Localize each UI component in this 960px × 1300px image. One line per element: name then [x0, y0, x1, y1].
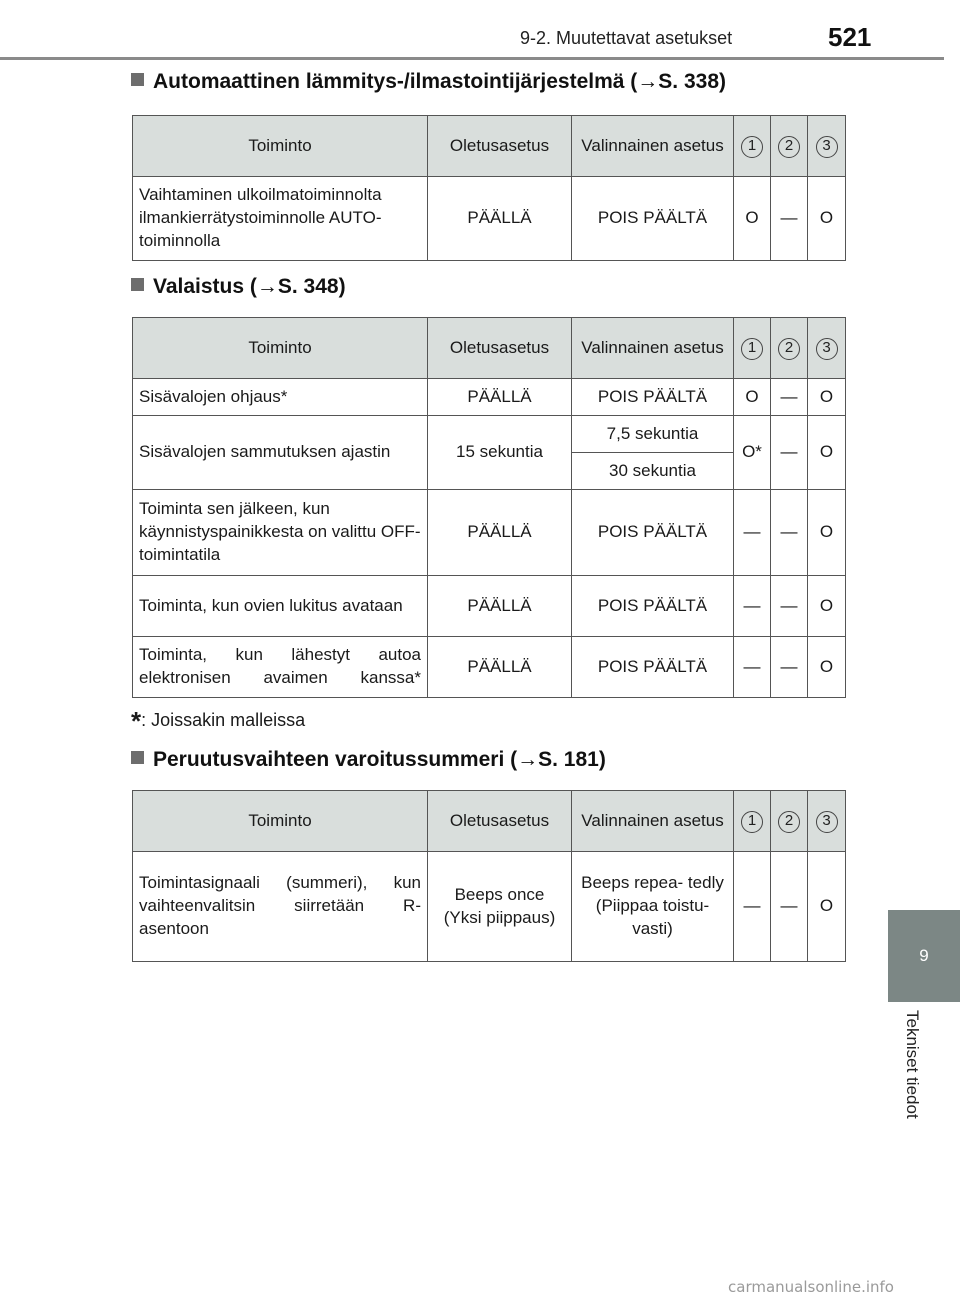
section-heading: 9-2. Muutettavat asetukset	[520, 28, 733, 48]
header-function: Toiminto	[133, 791, 428, 852]
settings-table-climate	[132, 115, 846, 261]
header-function: Toiminto	[133, 318, 428, 379]
table-row	[133, 490, 846, 576]
header-optional: Valinnainen asetus	[572, 791, 734, 852]
header-divider	[0, 57, 944, 60]
cell-c1: O	[734, 177, 771, 261]
cell-c1: O	[734, 379, 771, 416]
cell-function: Toiminta, kun lähestyt autoa elektronisen avaimen kanssa*	[133, 637, 428, 698]
header-optional: Valinnainen asetus	[572, 318, 734, 379]
table-row	[133, 852, 846, 962]
circle-3-icon: 3	[816, 338, 838, 360]
table-row	[133, 416, 846, 453]
cell-c2: —	[771, 852, 808, 962]
cell-c2: —	[771, 379, 808, 416]
cell-optional: 7,5 sekuntia	[572, 416, 734, 453]
cell-c3: O	[808, 576, 846, 637]
header-col3	[808, 116, 846, 177]
circle-1-icon: 1	[741, 136, 763, 158]
table-header-row	[133, 318, 846, 379]
cell-default: PÄÄLLÄ	[428, 576, 572, 637]
cell-c3: O	[808, 379, 846, 416]
cell-c3: O	[808, 416, 846, 490]
footnote-text: : Joissakin malleissa	[141, 710, 306, 730]
cell-optional: Beeps repea- tedly (Piippaa toistu- vasti)	[572, 852, 734, 962]
cell-c2: —	[771, 637, 808, 698]
footnote-marker: *	[131, 706, 142, 736]
table-header-row	[133, 791, 846, 852]
cell-function: Toiminta sen jälkeen, kun käynnistyspainikkesta on valittu OFF-toimintatila	[133, 490, 428, 576]
cell-c3: O	[808, 852, 846, 962]
cell-optional: POIS PÄÄLTÄ	[572, 490, 734, 576]
header-default: Oletusasetus	[428, 116, 572, 177]
chapter-label: Tekniset tiedot	[903, 1010, 922, 1119]
circle-1-icon: 1	[741, 338, 763, 360]
circle-2-icon: 2	[778, 811, 800, 833]
cell-optional: POIS PÄÄLTÄ	[572, 379, 734, 416]
table-header-row	[133, 116, 846, 177]
header-col2	[771, 318, 808, 379]
page-number: 521	[828, 22, 872, 52]
section-title-text: Peruutusvaihteen varoitussummeri (→S. 181)	[153, 748, 606, 771]
cell-default: PÄÄLLÄ	[428, 177, 572, 261]
section-title-reverse-buzzer	[131, 748, 606, 772]
cell-c2: —	[771, 576, 808, 637]
cell-c1: O*	[734, 416, 771, 490]
cell-function: Vaihtaminen ulkoilmatoiminnolta ilmankierrätystoiminnolle AUTO-toiminnolla	[133, 177, 428, 261]
bullet-square-icon	[131, 73, 144, 86]
circle-2-icon: 2	[778, 136, 800, 158]
cell-default: 15 sekuntia	[428, 416, 572, 490]
bullet-square-icon	[131, 751, 144, 764]
table-row	[133, 177, 846, 261]
header-default: Oletusasetus	[428, 318, 572, 379]
settings-table-lighting	[132, 317, 846, 698]
cell-c1: —	[734, 490, 771, 576]
settings-table-reverse-buzzer	[132, 790, 846, 962]
cell-default: PÄÄLLÄ	[428, 379, 572, 416]
header-col2	[771, 116, 808, 177]
circle-3-icon: 3	[816, 811, 838, 833]
cell-function: Toiminta, kun ovien lukitus avataan	[133, 576, 428, 637]
section-title-text: Automaattinen lämmitys-/ilmastointijärjestelmä (→S. 338)	[153, 70, 726, 93]
header-col1	[734, 791, 771, 852]
cell-function: Sisävalojen ohjaus*	[133, 379, 428, 416]
header-col2	[771, 791, 808, 852]
header-optional: Valinnainen asetus	[572, 116, 734, 177]
cell-c1: —	[734, 576, 771, 637]
cell-c3: O	[808, 177, 846, 261]
chapter-number: 9	[919, 946, 929, 965]
circle-2-icon: 2	[778, 338, 800, 360]
table-row	[133, 379, 846, 416]
table-row	[133, 576, 846, 637]
table-row	[133, 637, 846, 698]
cell-c1: —	[734, 852, 771, 962]
cell-optional-alt: 30 sekuntia	[572, 453, 734, 490]
header-col1	[734, 318, 771, 379]
cell-c2: —	[771, 177, 808, 261]
cell-c3: O	[808, 490, 846, 576]
cell-optional: POIS PÄÄLTÄ	[572, 576, 734, 637]
bullet-square-icon	[131, 278, 144, 291]
cell-c2: —	[771, 416, 808, 490]
section-title-lighting	[131, 275, 346, 299]
section-title-text: Valaistus (→S. 348)	[153, 275, 346, 298]
header-col1	[734, 116, 771, 177]
circle-3-icon: 3	[816, 136, 838, 158]
cell-default: PÄÄLLÄ	[428, 490, 572, 576]
cell-c1: —	[734, 637, 771, 698]
cell-default: Beeps once (Yksi piippaus)	[428, 852, 572, 962]
cell-c2: —	[771, 490, 808, 576]
cell-optional: POIS PÄÄLTÄ	[572, 637, 734, 698]
footnote	[131, 706, 305, 737]
header-default: Oletusasetus	[428, 791, 572, 852]
circle-1-icon: 1	[741, 811, 763, 833]
cell-function: Toimintasignaali (summeri), kun vaihteenvalitsin siirretään R-asentoon	[133, 852, 428, 962]
header-function: Toiminto	[133, 116, 428, 177]
header-col3	[808, 791, 846, 852]
cell-default: PÄÄLLÄ	[428, 637, 572, 698]
cell-optional: POIS PÄÄLTÄ	[572, 177, 734, 261]
site-watermark: carmanualsonline.info	[728, 1278, 894, 1296]
header-col3	[808, 318, 846, 379]
chapter-tab	[888, 910, 960, 1002]
section-title-climate	[131, 70, 726, 94]
cell-c3: O	[808, 637, 846, 698]
cell-function: Sisävalojen sammutuksen ajastin	[133, 416, 428, 490]
